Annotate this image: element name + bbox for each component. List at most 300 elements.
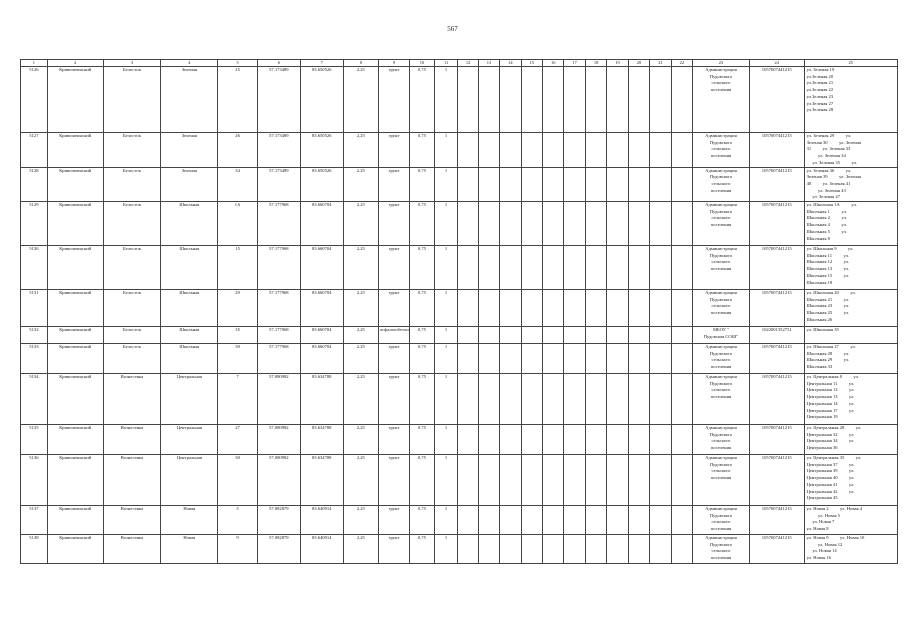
cell-lat: 57.080982 [257,425,300,455]
cell-empty [628,425,649,455]
cell-empty [628,506,649,535]
cell-owner: МБОУ " Пудовская СОШ" [693,327,750,344]
cell-street: Школьная [161,344,218,374]
cell-surface: грунт [379,167,410,202]
cell-empty [585,202,606,246]
cell-empty [478,344,499,374]
cell-owner: Администрация Пудовского сельского поселения [693,290,750,327]
cell-street: Зеленая [161,167,218,202]
cell-street: Центральная [161,374,218,425]
cell-house: 26 [218,133,258,168]
cell-village: Вознесенка [103,455,161,506]
cell-district: Кривошеинский [47,455,103,506]
cell-empty [521,344,542,374]
cell-district: Кривошеинский [47,506,103,535]
cell-district: Кривошеинский [47,327,103,344]
column-header: 24 [749,60,804,67]
cell-empty [628,246,649,290]
cell-village: Белосток [103,133,161,168]
cell-empty [521,133,542,168]
table-row [21,167,898,202]
cell-vol: 0,75 [410,202,435,246]
cell-owner: Администрация Пудовского сельского поселения [693,506,750,535]
cell-empty [671,133,692,168]
cell-owner: Администрация Пудовского сельского поселения [693,133,750,168]
cell-lon: 83.650526 [300,67,343,133]
table-row [21,67,898,133]
cell-empty [585,455,606,506]
cell-count: 1 [434,535,458,564]
cell-empty [500,202,521,246]
cell-empty [564,167,585,202]
cell-empty [628,535,649,564]
cell-area: 2,25 [343,327,378,344]
cell-lon: 83.650526 [300,133,343,168]
cell-lat: 57.177968 [257,290,300,327]
cell-empty [521,506,542,535]
cell-empty [607,202,628,246]
column-header: 25 [804,60,897,67]
cell-surface: грунт [379,425,410,455]
cell-lat: 57.173489 [257,167,300,202]
cell-house: 9 [218,535,258,564]
cell-district: Кривошеинский [47,290,103,327]
cell-empty [607,455,628,506]
cell-village: Белосток [103,344,161,374]
cell-vol: 0,75 [410,425,435,455]
column-header: 11 [434,60,458,67]
cell-n: 5137 [21,506,48,535]
cell-village: Белосток [103,67,161,133]
cell-empty [458,535,478,564]
cell-village: Вознесенка [103,374,161,425]
column-header: 22 [671,60,692,67]
cell-empty [478,290,499,327]
column-header: 1 [21,60,48,67]
cell-addresses: ул. Центральная 35 ул. Центральная 37 ул. Центральная 39 ул. Центральная 40 ул. Центральная 41 ул. Центральная 42 ул. Центральная 45 [804,455,897,506]
cell-empty [585,425,606,455]
cell-lat: 57.173489 [257,67,300,133]
cell-empty [458,327,478,344]
cell-count: 1 [434,67,458,133]
cell-empty [500,133,521,168]
cell-vol: 0,75 [410,344,435,374]
cell-empty [607,67,628,133]
cell-empty [543,246,564,290]
cell-empty [671,67,692,133]
cell-empty [650,374,671,425]
cell-house: 27 [218,425,258,455]
cell-empty [543,455,564,506]
cell-vol: 0,75 [410,455,435,506]
cell-empty [521,167,542,202]
cell-addresses: ул. Школьная 9 ул. Школьная 11 ул. Школьная 12 ул. Школьная 13 ул. Школьная 15 ул. Школьная 18 [804,246,897,290]
cell-count: 1 [434,202,458,246]
cell-empty [650,290,671,327]
cell-count: 1 [434,425,458,455]
cell-empty [628,290,649,327]
cell-addresses: ул. Зеленая 36 ул. Зеленая 39 ул. Зеленая 40 ул. Зеленая 41 ул. Зеленая 43 ул. Зеленая 47 [804,167,897,202]
cell-owner: Администрация Пудовского сельского поселения [693,425,750,455]
column-header: 21 [650,60,671,67]
cell-street: Новая [161,535,218,564]
cell-empty [543,290,564,327]
cell-ogrn: 1057007441215 [749,67,804,133]
cell-district: Кривошеинский [47,344,103,374]
cell-empty [671,290,692,327]
column-header: 12 [458,60,478,67]
table-row [21,455,898,506]
cell-empty [521,290,542,327]
cell-empty [607,535,628,564]
cell-empty [564,344,585,374]
cell-empty [607,506,628,535]
cell-village: Белосток [103,290,161,327]
cell-count: 1 [434,327,458,344]
cell-area: 2,25 [343,506,378,535]
cell-n: 5132 [21,327,48,344]
cell-empty [607,425,628,455]
cell-street: Школьная [161,246,218,290]
cell-n: 5126 [21,67,48,133]
cell-empty [628,133,649,168]
cell-empty [671,167,692,202]
cell-empty [585,506,606,535]
cell-empty [478,67,499,133]
cell-empty [628,374,649,425]
cell-ogrn: 1057007441215 [749,133,804,168]
cell-village: Вознесенка [103,425,161,455]
cell-empty [543,327,564,344]
cell-empty [521,535,542,564]
cell-surface: грунт [379,535,410,564]
cell-empty [478,167,499,202]
cell-lon: 83.634788 [300,425,343,455]
cell-lon: 83.634788 [300,455,343,506]
cell-empty [500,374,521,425]
cell-district: Кривошеинский [47,374,103,425]
cell-addresses: ул. Школьная 1А ул. Школьная 1 ул. Школьная 2 ул. Школьная 4 ул. Школьная 5 ул. Школьная 8 [804,202,897,246]
cell-empty [458,290,478,327]
cell-ogrn: 1057007441215 [749,344,804,374]
cell-empty [500,425,521,455]
cell-vol: 0,75 [410,67,435,133]
cell-empty [650,67,671,133]
column-header: 19 [607,60,628,67]
cell-empty [564,133,585,168]
cell-count: 1 [434,506,458,535]
cell-empty [500,327,521,344]
cell-street: Школьная [161,202,218,246]
cell-surface: грунт [379,67,410,133]
cell-surface: грунт [379,290,410,327]
cell-owner: Администрация Пудовского сельского поселения [693,535,750,564]
cell-empty [564,374,585,425]
cell-empty [500,246,521,290]
cell-empty [458,425,478,455]
cell-n: 5138 [21,535,48,564]
cell-empty [543,202,564,246]
cell-count: 1 [434,344,458,374]
cell-addresses: ул. Школьная 35 [804,327,897,344]
cell-n: 5131 [21,290,48,327]
cell-surface: грунт [379,455,410,506]
column-header: 23 [693,60,750,67]
cell-empty [458,506,478,535]
cell-house: 1А [218,202,258,246]
cell-village: Белосток [103,167,161,202]
cell-house: 34 [218,167,258,202]
cell-ogrn: 1057007441215 [749,246,804,290]
cell-empty [458,202,478,246]
column-header: 16 [543,60,564,67]
cell-empty [650,455,671,506]
table-row [21,246,898,290]
cell-empty [585,290,606,327]
table-row [21,535,898,564]
cell-empty [564,506,585,535]
cell-lat: 57.177968 [257,202,300,246]
cell-house: 25 [218,67,258,133]
cell-addresses: ул. Школьная 27 ул. Школьная 28 ул. Школьная 29 ул. Школьная 33 [804,344,897,374]
cell-empty [543,374,564,425]
cell-empty [650,133,671,168]
cell-area: 2,25 [343,202,378,246]
cell-empty [521,67,542,133]
cell-area: 2,25 [343,535,378,564]
cell-area: 2,25 [343,344,378,374]
cell-surface: грунт [379,506,410,535]
table-row [21,202,898,246]
cell-empty [500,455,521,506]
cell-empty [458,67,478,133]
column-header: 17 [564,60,585,67]
cell-empty [671,344,692,374]
column-header: 8 [343,60,378,67]
cell-count: 1 [434,133,458,168]
cell-empty [585,327,606,344]
cell-surface: асфальтобетон [379,327,410,344]
cell-ogrn: 1057007441215 [749,290,804,327]
cell-empty [650,167,671,202]
cell-area: 2,25 [343,167,378,202]
cell-street: Новая [161,506,218,535]
cell-empty [458,167,478,202]
cell-empty [521,425,542,455]
cell-empty [628,455,649,506]
cell-lat: 57.173489 [257,133,300,168]
cell-empty [628,344,649,374]
cell-empty [650,327,671,344]
cell-district: Кривошеинский [47,202,103,246]
cell-count: 1 [434,167,458,202]
cell-ogrn: 1057007441215 [749,455,804,506]
cell-street: Школьная [161,327,218,344]
cell-lon: 83.634788 [300,374,343,425]
table-row [21,344,898,374]
cell-empty [607,167,628,202]
column-header: 15 [521,60,542,67]
cell-empty [564,246,585,290]
cell-vol: 0,75 [410,374,435,425]
column-header: 6 [257,60,300,67]
cell-empty [500,167,521,202]
cell-owner: Администрация Пудовского сельского поселения [693,246,750,290]
cell-empty [564,455,585,506]
cell-empty [650,535,671,564]
cell-lat: 57.080982 [257,455,300,506]
cell-village: Белосток [103,202,161,246]
cell-lon: 83.660704 [300,246,343,290]
cell-lat: 57.177968 [257,246,300,290]
column-header: 7 [300,60,343,67]
cell-empty [628,202,649,246]
cell-empty [500,535,521,564]
cell-addresses: ул. Центральная 8 ул. Центральная 11 ул. Центральная 12 ул. Центральная 13 ул. Центральная 14 ул. Центральная 17 ул. Центральная 19 [804,374,897,425]
cell-empty [458,246,478,290]
cell-street: Зеленая [161,67,218,133]
cell-empty [564,67,585,133]
cell-lat: 57.080982 [257,374,300,425]
cell-count: 1 [434,246,458,290]
cell-surface: грунт [379,202,410,246]
cell-lon: 83.660704 [300,344,343,374]
cell-empty [607,344,628,374]
cell-empty [564,327,585,344]
column-header: 9 [379,60,410,67]
column-header: 2 [47,60,103,67]
cell-village: Белосток [103,327,161,344]
cell-n: 5129 [21,202,48,246]
cell-lon: 83.650526 [300,167,343,202]
table-row [21,133,898,168]
cell-empty [650,202,671,246]
cell-empty [628,167,649,202]
cell-empty [650,246,671,290]
cell-empty [671,506,692,535]
cell-owner: Администрация Пудовского сельского поселения [693,67,750,133]
cell-village: Белосток [103,246,161,290]
header-row [21,60,898,67]
cell-addresses: ул. Зеленая 19 ул.Зеленая 20 ул.Зеленая 21 ул.Зеленая 22 ул.Зеленая 23 ул.Зеленая 27 ул.Зеленая 28 [804,67,897,133]
cell-area: 2,25 [343,455,378,506]
cell-empty [458,133,478,168]
cell-lon: 83.660704 [300,202,343,246]
cell-house: 39 [218,344,258,374]
column-header: 14 [500,60,521,67]
cell-empty [500,506,521,535]
cell-empty [543,506,564,535]
cell-surface: грунт [379,246,410,290]
cell-surface: грунт [379,344,410,374]
cell-house: 15 [218,246,258,290]
page-number: 567 [447,25,458,33]
cell-vol: 0,75 [410,327,435,344]
cell-empty [585,167,606,202]
cell-lon: 83.660704 [300,327,343,344]
cell-district: Кривошеинский [47,133,103,168]
cell-street: Школьная [161,290,218,327]
cell-district: Кривошеинский [47,535,103,564]
cell-empty [478,133,499,168]
cell-empty [607,374,628,425]
cell-lon: 83.660704 [300,290,343,327]
cell-owner: Администрация Пудовского сельского поселения [693,202,750,246]
cell-ogrn: 1057007441215 [749,506,804,535]
cell-empty [478,425,499,455]
cell-lat: 57.177968 [257,327,300,344]
cell-empty [650,506,671,535]
column-header: 10 [410,60,435,67]
cell-vol: 0,75 [410,133,435,168]
cell-n: 5133 [21,344,48,374]
cell-empty [671,202,692,246]
cell-addresses: ул. Новая 2 ул. Новая 4 ул. Новая 5 ул. Новая 7 ул. Новая 8 [804,506,897,535]
cell-empty [607,133,628,168]
cell-street: Центральная [161,455,218,506]
cell-street: Центральная [161,425,218,455]
cell-empty [607,327,628,344]
cell-empty [607,246,628,290]
column-header: 5 [218,60,258,67]
cell-addresses: ул. Зеленая 29 ул. Зеленая 30 ул. Зеленая 31 ул. Зеленая 33 ул. Зеленая 34 ул. Зеленая 35 ул. [804,133,897,168]
cell-empty [543,67,564,133]
cell-count: 1 [434,290,458,327]
cell-empty [478,202,499,246]
cell-district: Кривошеинский [47,246,103,290]
cell-lat: 57.082879 [257,535,300,564]
cell-owner: Администрация Пудовского сельского поселения [693,167,750,202]
cell-empty [500,67,521,133]
cell-empty [543,535,564,564]
cell-empty [564,290,585,327]
cell-empty [628,67,649,133]
cell-n: 5127 [21,133,48,168]
cell-ogrn: 1057007441215 [749,535,804,564]
cell-lat: 57.082879 [257,506,300,535]
cell-empty [543,133,564,168]
cell-house: 5 [218,506,258,535]
cell-surface: грунт [379,374,410,425]
column-header: 13 [478,60,499,67]
cell-empty [500,290,521,327]
cell-count: 1 [434,374,458,425]
cell-empty [671,246,692,290]
cell-house: 30 [218,455,258,506]
column-header: 20 [628,60,649,67]
cell-village: Вознесенка [103,506,161,535]
cell-empty [521,327,542,344]
cell-empty [671,374,692,425]
cell-empty [543,425,564,455]
cell-district: Кривошеинский [47,425,103,455]
cell-area: 2,25 [343,425,378,455]
column-header: 3 [103,60,161,67]
cell-empty [671,455,692,506]
cell-village: Вознесенка [103,535,161,564]
cell-count: 1 [434,455,458,506]
cell-empty [521,202,542,246]
cell-ogrn: 1057007441215 [749,167,804,202]
cell-owner: Администрация Пудовского сельского поселения [693,455,750,506]
cell-empty [650,425,671,455]
cell-empty [585,246,606,290]
cell-n: 5136 [21,455,48,506]
cell-vol: 0,75 [410,506,435,535]
cell-vol: 0,75 [410,535,435,564]
cell-empty [585,535,606,564]
cell-n: 5135 [21,425,48,455]
